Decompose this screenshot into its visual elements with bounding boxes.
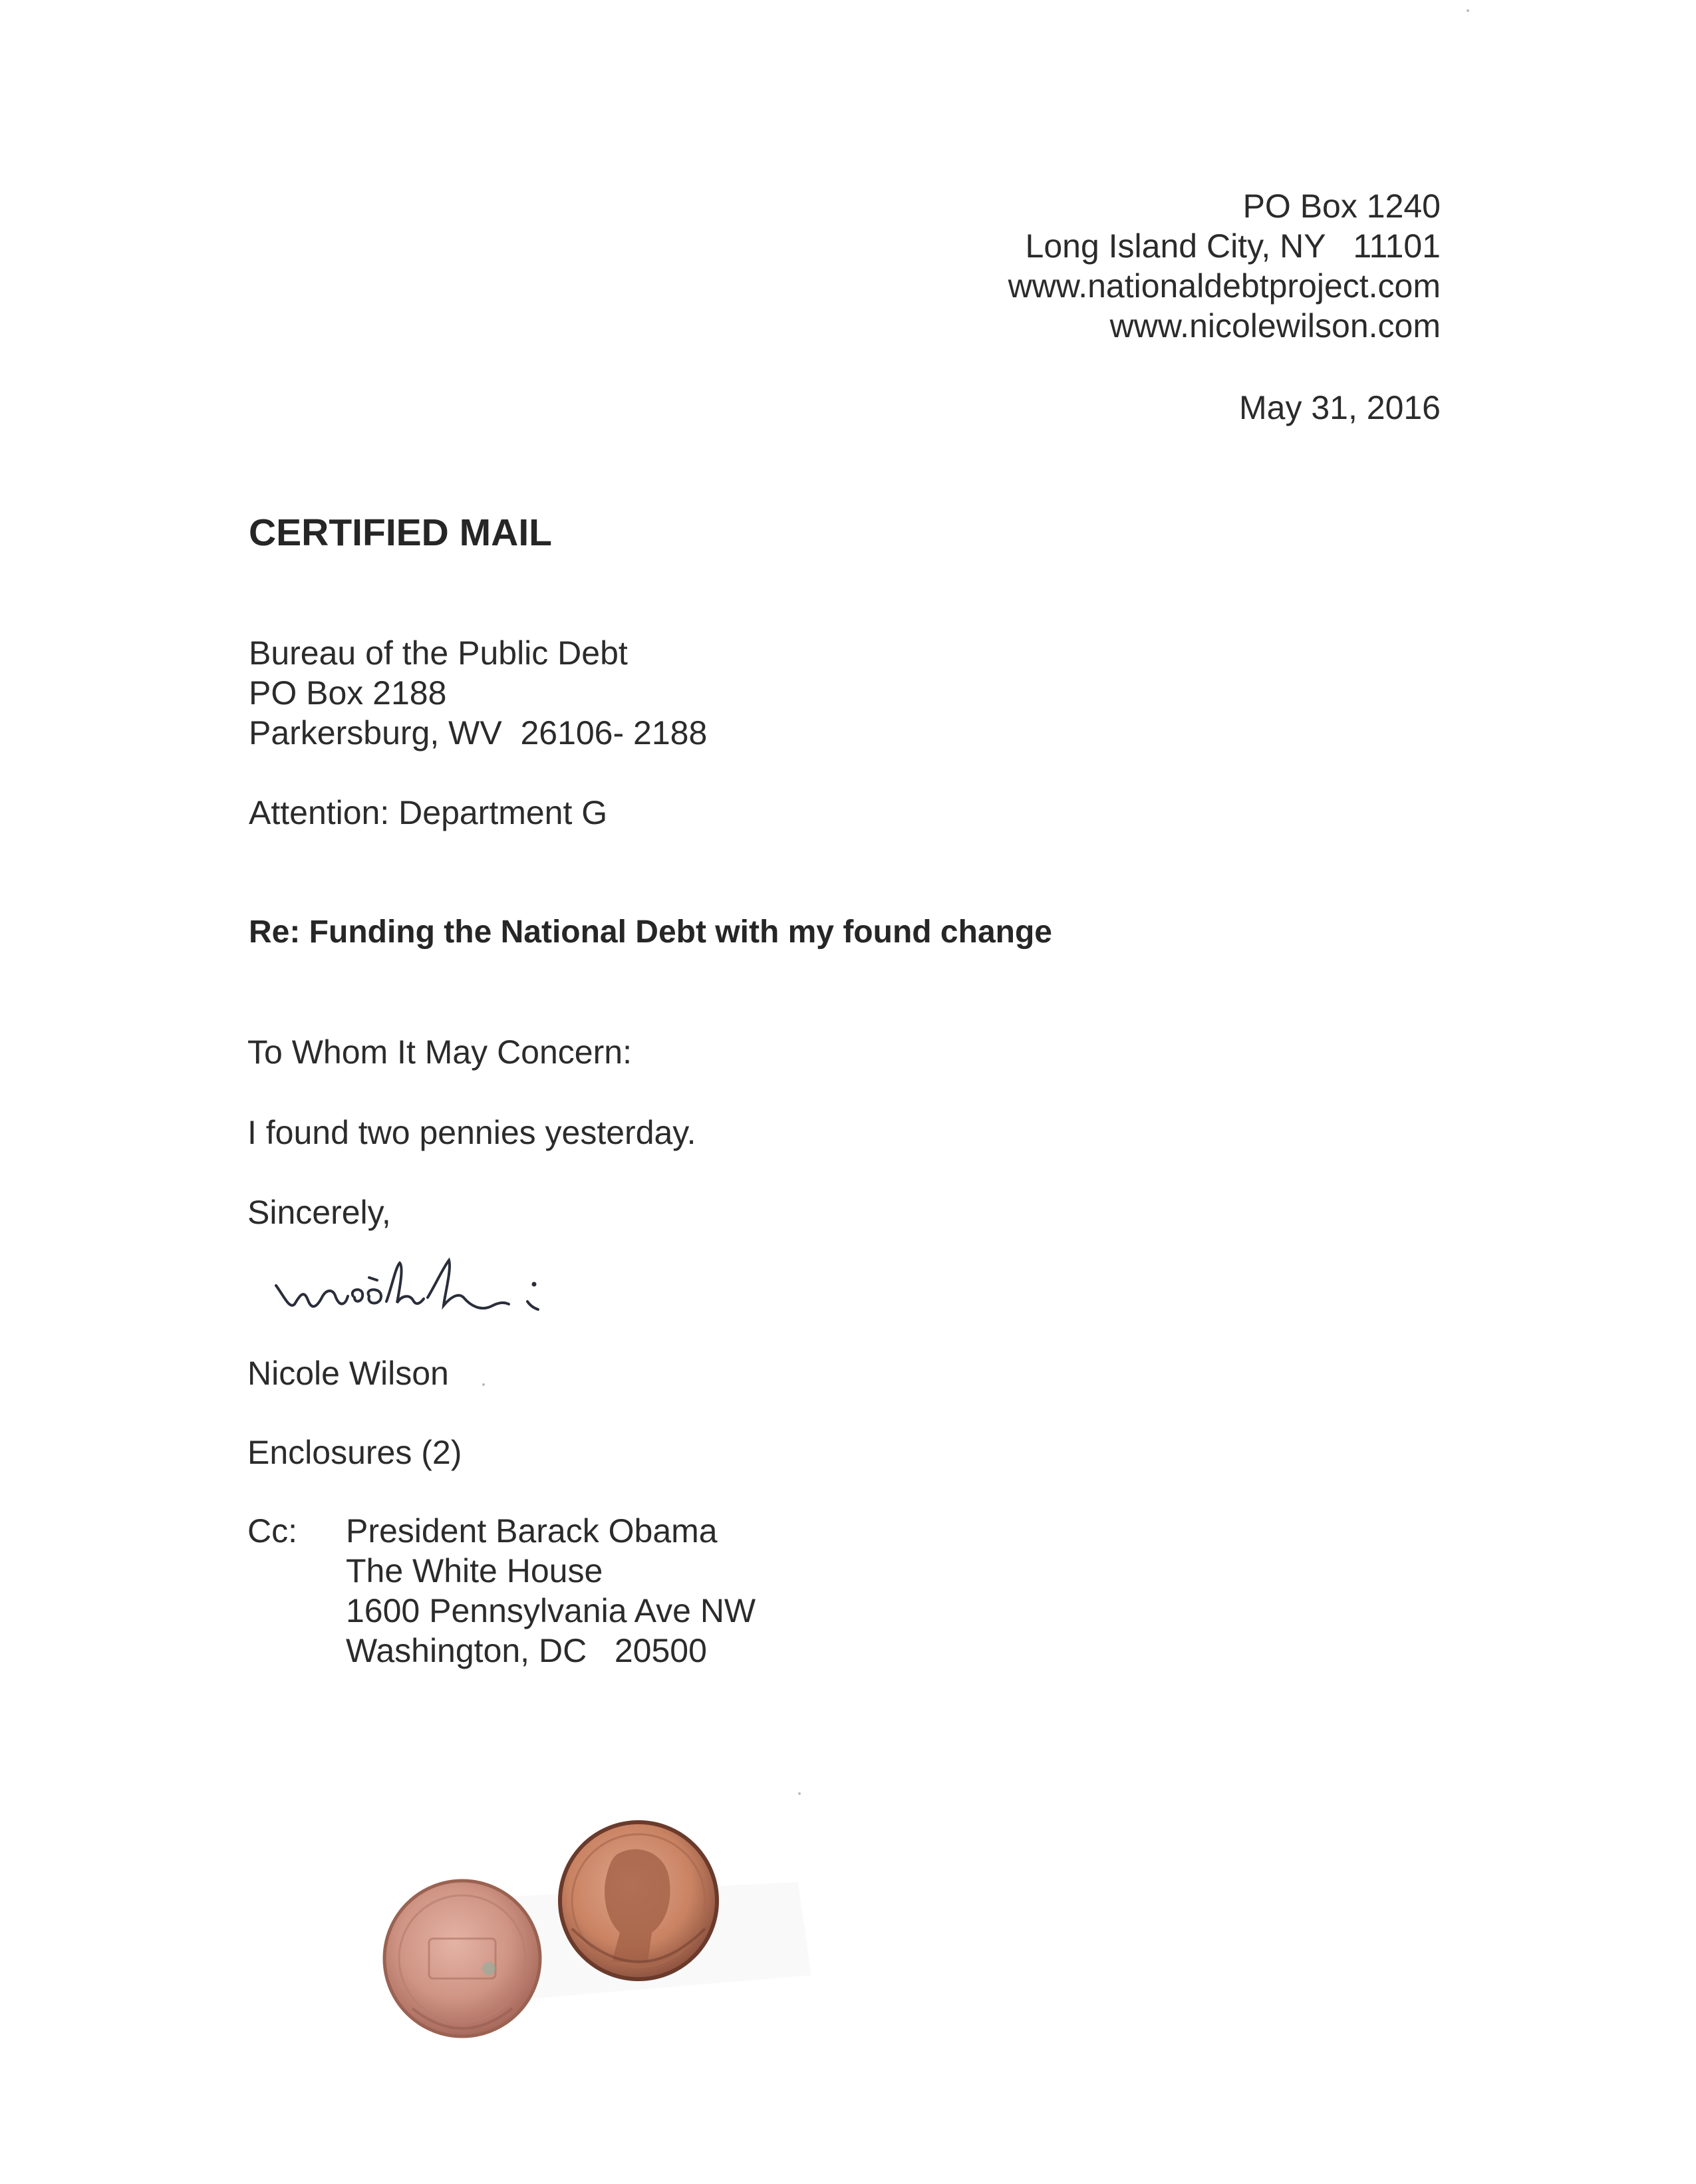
scan-speck <box>798 1792 801 1795</box>
certified-mail-heading: CERTIFIED MAIL <box>249 511 552 554</box>
cc-address-line: The White House <box>346 1552 603 1589</box>
handwritten-signature <box>269 1240 615 1333</box>
cc-label: Cc: <box>247 1512 297 1550</box>
cc-address <box>346 1511 756 1671</box>
closing: Sincerely, <box>247 1194 391 1231</box>
letter-date: May 31, 2016 <box>1239 389 1441 426</box>
sender-address <box>1008 186 1441 346</box>
attention-line: Attention: Department G <box>249 794 608 831</box>
letter-body: I found two pennies yesterday. <box>247 1114 696 1151</box>
cc-address-line: Washington, DC 20500 <box>346 1632 707 1669</box>
scan-speck <box>1467 9 1469 12</box>
cc-address-line: President Barack Obama <box>346 1512 718 1550</box>
subject-line: Re: Funding the National Debt with my found change <box>249 914 1052 950</box>
enclosed-pennies <box>372 1809 838 2088</box>
sender-website: www.nicolewilson.com <box>1109 307 1441 344</box>
signer-name: Nicole Wilson <box>247 1355 449 1392</box>
recipient-address-line: Bureau of the Public Debt <box>249 634 628 672</box>
penny-heads-icon <box>560 1822 717 1979</box>
sender-address-line: Long Island City, NY 11101 <box>1025 227 1441 265</box>
recipient-address <box>249 633 707 753</box>
recipient-address-line: Parkersburg, WV 26106- 2188 <box>249 714 708 751</box>
sender-address-line: PO Box 1240 <box>1242 188 1441 225</box>
sender-website: www.nationaldebtproject.com <box>1008 267 1441 305</box>
salutation: To Whom It May Concern: <box>247 1033 632 1071</box>
scan-speck <box>482 1383 485 1386</box>
recipient-address-line: PO Box 2188 <box>249 674 447 712</box>
penny-tails-icon <box>384 1881 540 2036</box>
cc-address-line: 1600 Pennsylvania Ave NW <box>346 1592 756 1629</box>
enclosures-note: Enclosures (2) <box>247 1434 462 1471</box>
